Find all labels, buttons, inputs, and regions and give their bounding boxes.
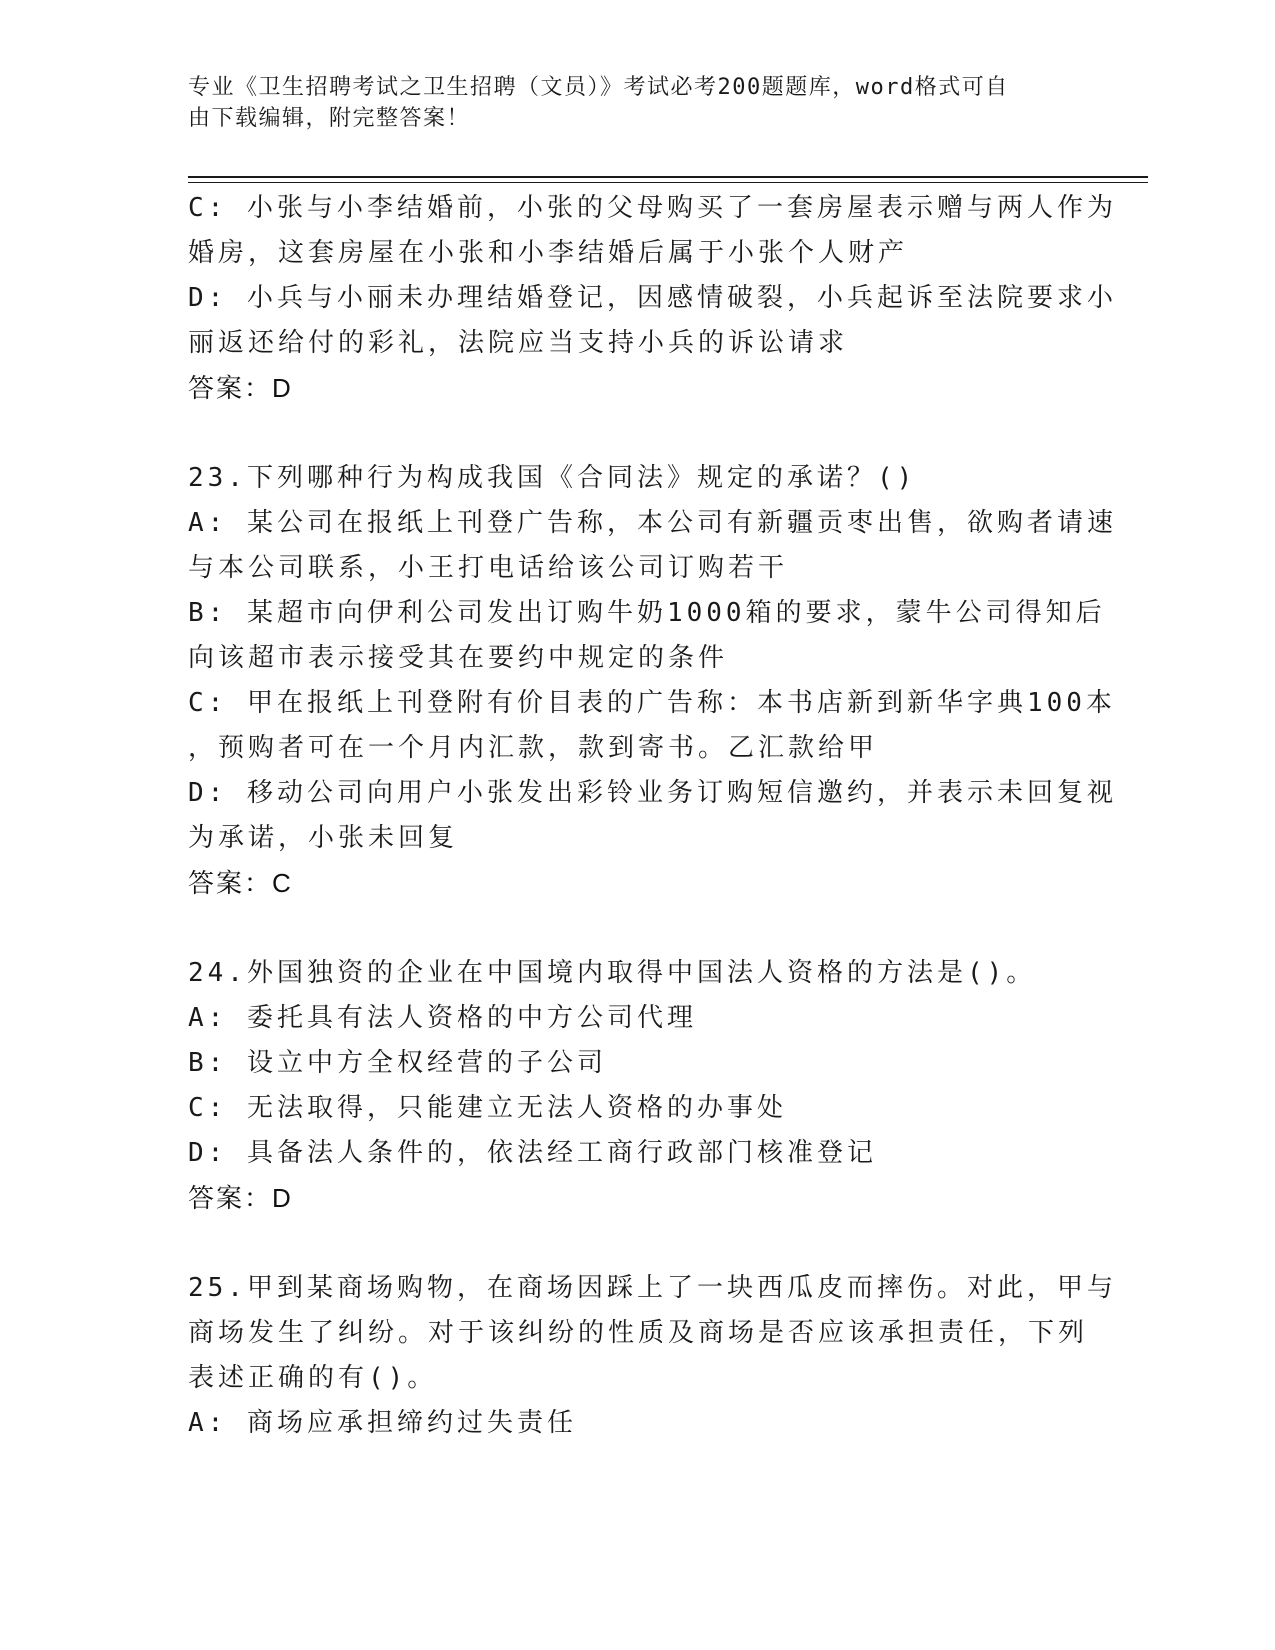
header-line-1: 专业《卫生招聘考试之卫生招聘（文员）》考试必考200题题库，word格式可自	[188, 75, 1009, 100]
document-header	[188, 72, 1068, 134]
question-24	[188, 951, 1088, 1221]
question-23	[188, 456, 1117, 906]
q23-option-d-line-2: 为承诺，小张未回复	[188, 823, 459, 853]
q23-option-a-line-2: 与本公司联系，小王打电话给该公司订购若干	[188, 553, 789, 583]
q22-answer: 答案：D	[188, 373, 293, 403]
spacer	[188, 906, 1088, 951]
q23-stem: 23.下列哪种行为构成我国《合同法》规定的承诺？()	[188, 463, 917, 493]
q22-option-c-line-2: 婚房，这套房屋在小张和小李结婚后属于小张个人财产	[188, 238, 909, 268]
q22-option-c-line-1: C: 小张与小李结婚前，小张的父母购买了一套房屋表示赠与两人作为	[188, 193, 1117, 223]
question-22-continued	[188, 186, 1117, 411]
q24-stem: 24.外国独资的企业在中国境内取得中国法人资格的方法是()。	[188, 958, 1037, 988]
q23-option-c-line-2: ，预购者可在一个月内汇款，款到寄书。乙汇款给甲	[188, 733, 879, 763]
header-divider-thick	[188, 176, 1148, 178]
spacer	[188, 1221, 1088, 1266]
q22-option-d-line-2: 丽返还给付的彩礼，法院应当支持小兵的诉讼请求	[188, 328, 849, 358]
q23-option-b-line-2: 向该超市表示接受其在要约中规定的条件	[188, 643, 729, 673]
q23-option-d-line-1: D: 移动公司向用户小张发出彩铃业务订购短信邀约，并表示未回复视	[188, 778, 1117, 808]
q23-option-c-line-1: C: 甲在报纸上刊登附有价目表的广告称：本书店新到新华字典100本	[188, 688, 1116, 718]
q25-stem-line-3: 表述正确的有()。	[188, 1363, 438, 1393]
document-body	[188, 186, 1117, 1446]
question-25	[188, 1266, 1117, 1446]
q23-option-b-line-1: B: 某超市向伊利公司发出订购牛奶1000箱的要求，蒙牛公司得知后	[188, 598, 1106, 628]
header-line-2: 由下载编辑，附完整答案！	[188, 106, 471, 131]
q25-option-a: A: 商场应承担缔约过失责任	[188, 1408, 577, 1438]
spacer	[188, 411, 1088, 456]
q24-option-c: C: 无法取得，只能建立无法人资格的办事处	[188, 1093, 787, 1123]
q25-stem-line-2: 商场发生了纠纷。对于该纠纷的性质及商场是否应该承担责任，下列	[188, 1318, 1089, 1348]
q23-option-a-line-1: A: 某公司在报纸上刊登广告称，本公司有新疆贡枣出售，欲购者请速	[188, 508, 1117, 538]
q22-option-d-line-1: D: 小兵与小丽未办理结婚登记，因感情破裂，小兵起诉至法院要求小	[188, 283, 1117, 313]
q24-option-a: A: 委托具有法人资格的中方公司代理	[188, 1003, 697, 1033]
header-divider-thin	[188, 182, 1148, 183]
q24-option-d: D: 具备法人条件的，依法经工商行政部门核准登记	[188, 1138, 877, 1168]
q25-stem-line-1: 25.甲到某商场购物，在商场因踩上了一块西瓜皮而摔伤。对此，甲与	[188, 1273, 1117, 1303]
q23-answer: 答案：C	[188, 868, 293, 898]
q24-option-b: B: 设立中方全权经营的子公司	[188, 1048, 607, 1078]
q24-answer: 答案：D	[188, 1183, 293, 1213]
